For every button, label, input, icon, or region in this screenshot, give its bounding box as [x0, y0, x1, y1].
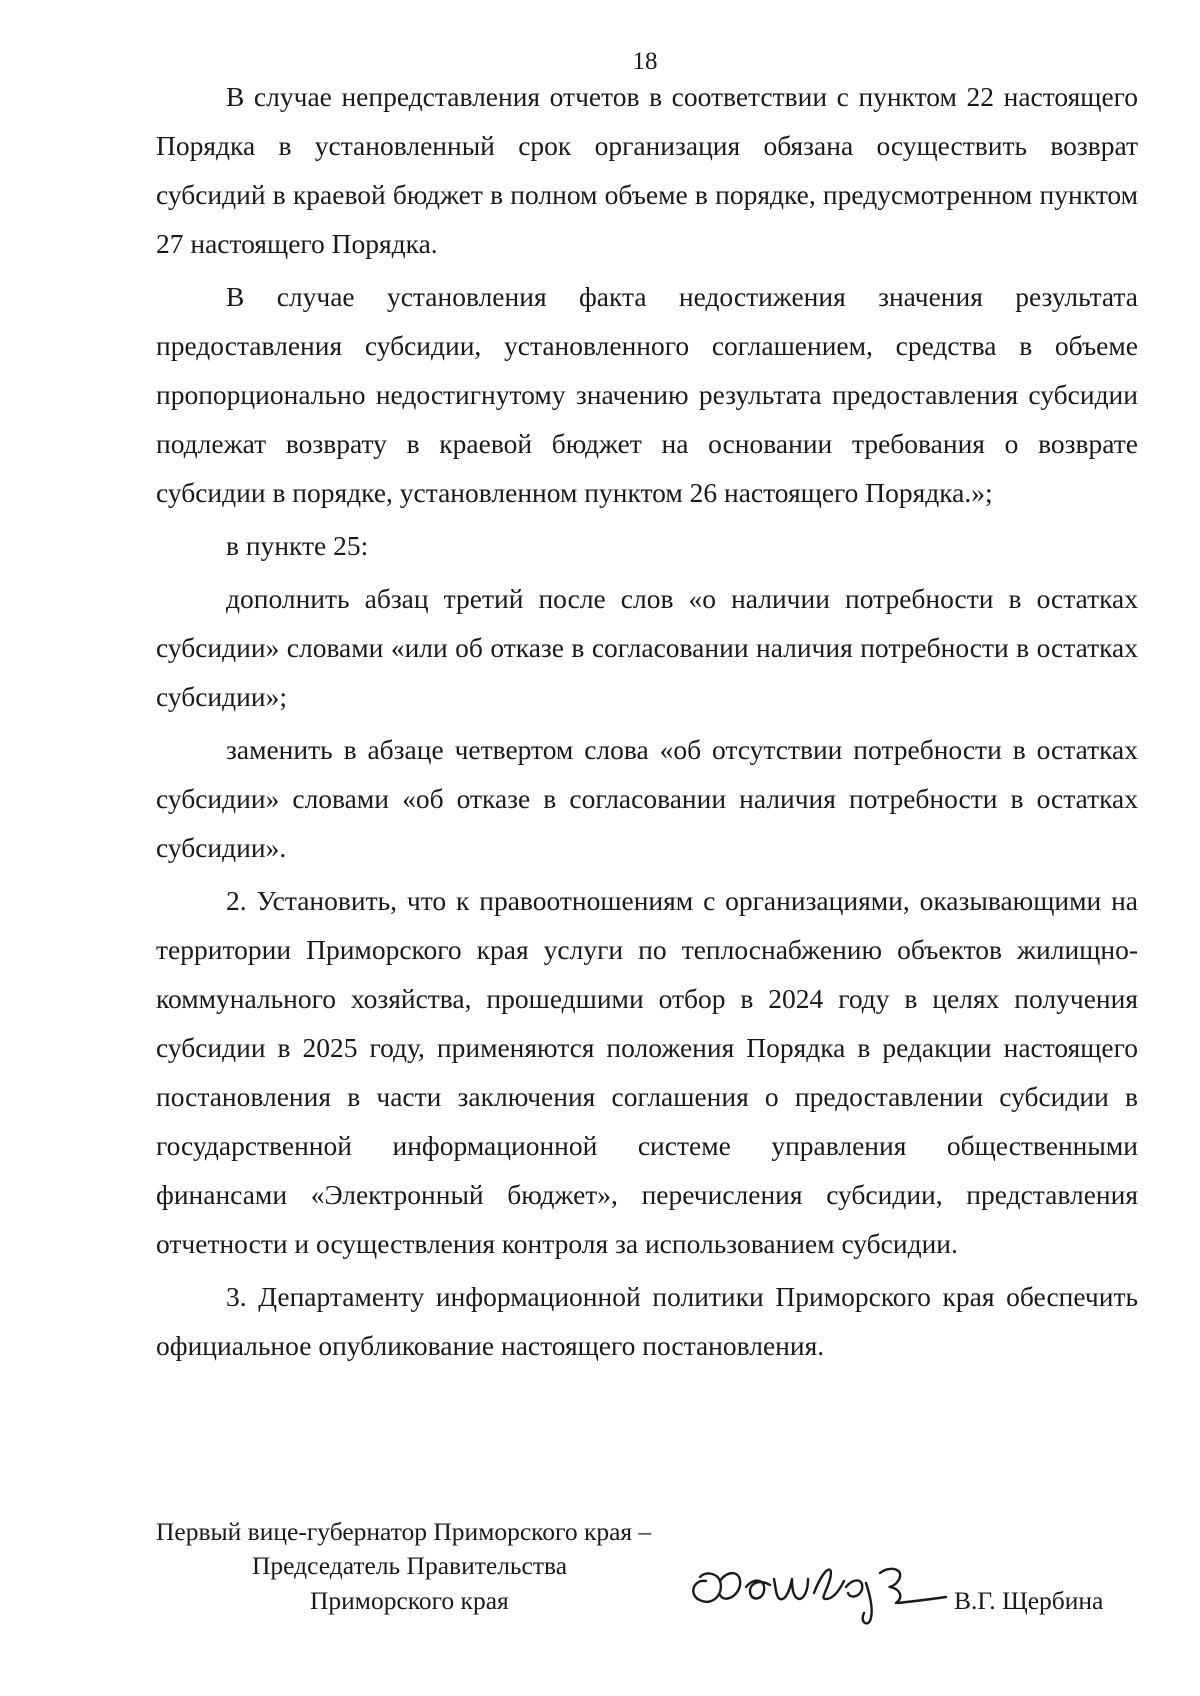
paragraph: дополнить абзац третий после слов «о наличии потребности в остатках субсидии» словами «или об отказе в согласовании наличия потребности в остатках субсидии»; [156, 583, 1138, 712]
handwritten-signature [684, 1549, 974, 1629]
signature-block [156, 1515, 1138, 1625]
signatory-title-line: Первый вице-губернатор Приморского края – [156, 1517, 652, 1546]
paragraph: 3. Департаменту информационной политики Приморского края обеспечить официальное опубликование настоящего постановления. [156, 1281, 1138, 1361]
paragraph: В случае установления факта недостижения значения результата предоставления субсидии, установленного соглашением, средства в объеме пропорционально недостигнутому значению результата предоставления субсидии подлежат возврату в краевой бюджет на основании требования о возврате субсидии в порядке, установленном пунктом 26 настоящего Порядка.»; [156, 281, 1138, 508]
signer-name: В.Г. Щербина [954, 1586, 1104, 1615]
paragraph: в пункте 25: [226, 530, 369, 561]
paragraph: заменить в абзаце четвертом слова «об отсутствии потребности в остатках субсидии» словами «об отказе в согласовании наличия потребности в остатках субсидии». [156, 734, 1138, 863]
page-number: 18 [632, 48, 658, 75]
signatory-title-line: Председатель Правительства [252, 1551, 568, 1580]
paragraph: 2. Установить, что к правоотношениям с организациями, оказывающими на территории Приморского края услуги по теплоснабжению объектов жилищно-коммунального хозяйства, прошедшими отбор в 2024 году в целях получения субсидии в 2025 году, применяются положения Порядка в редакции настоящего постановления в части заключения соглашения о предоставлении субсидии в государственной информационной системе управления общественными финансами «Электронный бюджет», перечисления субсидии, представления отчетности и осуществления контроля за использованием субсидии. [156, 885, 1138, 1259]
document-body [156, 72, 1138, 1370]
signatory-title-line: Приморского края [310, 1586, 509, 1615]
paragraph: В случае непредставления отчетов в соответствии с пунктом 22 настоящего Порядка в установленный срок организация обязана осуществить возврат субсидий в краевой бюджет в полном объеме в порядке, предусмотренном пунктом 27 настоящего Порядка. [156, 81, 1138, 259]
